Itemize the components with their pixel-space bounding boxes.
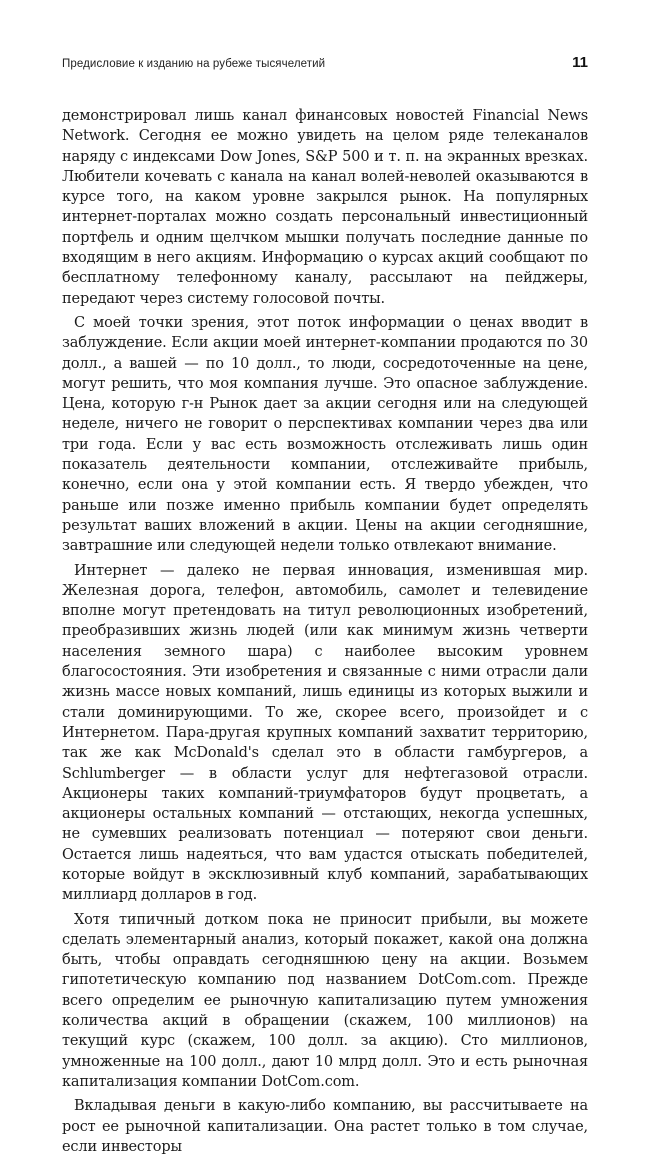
running-header <box>62 54 588 74</box>
paragraph-dotcom-analysis: Хотя типичный дотком пока не приносит прибыли, вы можете сделать элементарный анализ, который покажет, какой она должна быть, чтобы оправдать сегодняшнюю цену на акции. Возьмем гипотетическую компанию под названием DotCom.com. Прежде всего определим ее рыночную капитализацию путем умножения количества акций в обращении (скажем, 100 миллионов) на текущий курс (скажем, 100 долл. за акцию). Сто миллионов, умноженные на 100 долл., дают 10 млрд долл. Это и есть рыночная капитализация компании DotCom.com. <box>62 911 588 1090</box>
paragraph-continuation: демонстрировал лишь канал финансовых новостей Financial News Network. Сегодня ее можно увидеть на целом ряде телеканалов наряду с индексами Dow Jones, S&P 500 и т. п. на экранных врезках. Любители кочевать с канала на канал волей-неволей оказываются в курсе того, на каком уровне закрылся рынок. На популярных интернет-порталах можно создать персональный инвестиционный портфель и одним щелчком мышки получать последние данные по входящим в него акциям. Информацию о курсах акций сообщают по бесплатному телефонному каналу, рассылают на пейджеры, передают через систему голосовой почты. <box>62 108 588 307</box>
paragraph-market-cap-growth: Вкладывая деньги в какую-либо компанию, вы рассчитываете на рост ее рыночной капитализации. Она растет только в том случае, если инвесторы <box>62 1098 588 1155</box>
header-title: Предисловие к изданию на рубеже тысячелетий <box>62 58 326 70</box>
paragraph-price-information: С моей точки зрения, этот поток информации о ценах вводит в заблуждение. Если акции моей интернет-компании продаются по 30 долл., а вашей — по 10 долл., то люди, сосредоточенные на цене, могут решить, что моя компания лучше. Это опасное заблуждение. Цена, которую г-н Рынок дает за акции сегодня или на следующей неделе, ничего не говорит о перспективах компании через два или три года. Если у вас есть возможность отслеживать лишь один показатель деятельности компании, отслеживайте прибыль, конечно, если она у этой компании есть. Я твердо убежден, что раньше или позже именно прибыль компании будет определять результат ваших вложений в акции. Цены на акции сегодняшние, завтрашние или следующей недели только отвлекают внимание. <box>62 314 588 555</box>
body-text <box>62 106 588 1161</box>
paragraph-internet-innovation: Интернет — далеко не первая инновация, изменившая мир. Железная дорога, телефон, автомобиль, самолет и телевидение вполне могут претендовать на титул революционных изобретений, преобразивших жизнь людей (или как минимум жизнь четверти населения земного шара) с наиболее высоким уровнем благосостояния. Эти изобретения и связанные с ними отрасли дали жизнь массе новых компаний, лишь единицы из которых выжили и стали доминирующими. То же, скорее всего, произойдет и с Интернетом. Пара-другая крупных компаний захватит территорию, так же как McDonald's сделал это в области гамбургеров, а Schlumberger — в области услуг для нефтегазовой отрасли. Акционеры таких компаний-триумфаторов будут процветать, а акционеры остальных компаний — отстающих, некогда успешных, не сумевших реализовать потенциал — потеряют свои деньги. Остается лишь надеяться, что вам удастся отыскать победителей, которые войдут в эксклюзивный клуб компаний, зарабатывающих миллиард долларов в год. <box>62 562 588 904</box>
page-number: 11 <box>572 54 588 71</box>
